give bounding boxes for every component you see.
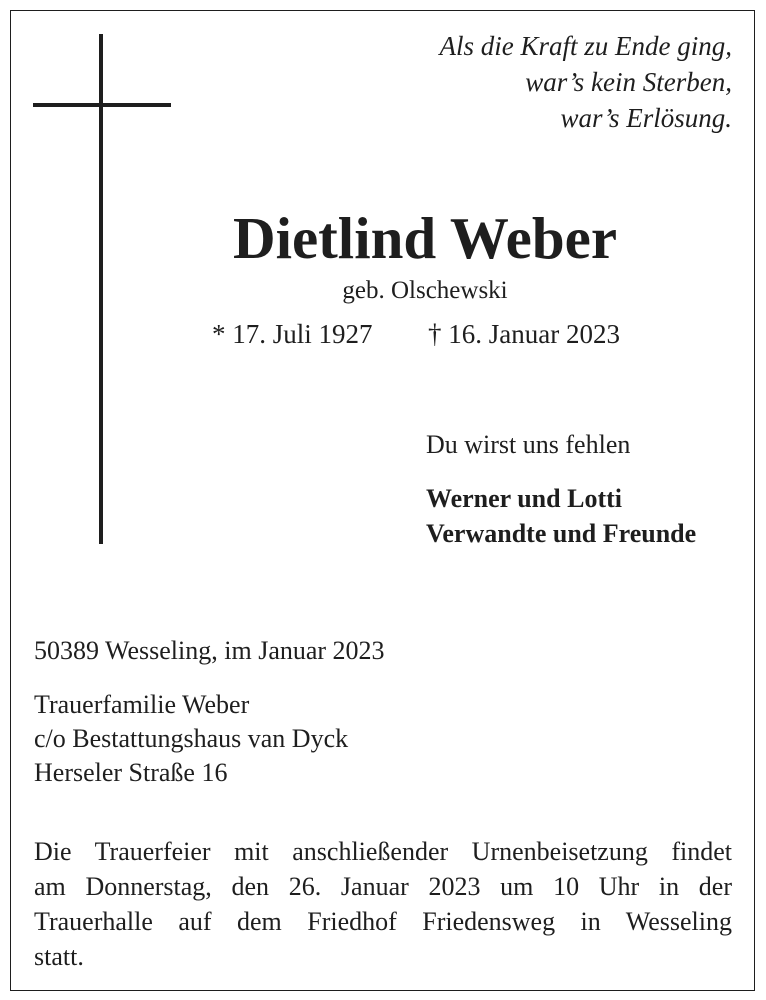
maiden-name: geb. Olschewski bbox=[342, 277, 508, 304]
address-line: Trauerfamilie Weber bbox=[34, 690, 250, 719]
poem-line: war’s kein Sterben, bbox=[525, 67, 732, 97]
ceremony-line: Trauerhalle auf dem Friedhof Friedensweg in Wesseling bbox=[34, 907, 732, 936]
address-line: Herseler Straße 16 bbox=[34, 758, 228, 787]
cross-icon-horizontal bbox=[33, 103, 171, 107]
address-line: c/o Bestattungshaus van Dyck bbox=[34, 724, 349, 753]
deceased-name: Dietlind Weber bbox=[232, 205, 618, 271]
contact-address bbox=[34, 688, 348, 790]
poem-line: Als die Kraft zu Ende ging, bbox=[439, 31, 732, 61]
birth-date: * 17. Juli 1927 bbox=[212, 319, 373, 349]
farewell-message: Du wirst uns fehlen bbox=[426, 430, 631, 459]
ceremony-line: statt. bbox=[34, 942, 84, 971]
ceremony-notice bbox=[34, 834, 732, 974]
ceremony-line: Die Trauerfeier mit anschließender Urnenbeisetzung findet bbox=[34, 837, 732, 866]
mourner-line: Werner und Lotti bbox=[426, 484, 622, 513]
mourner-line: Verwandte und Freunde bbox=[426, 519, 697, 548]
place-date: 50389 Wesseling, im Januar 2023 bbox=[34, 636, 385, 665]
poem bbox=[440, 28, 733, 136]
poem-line: war’s Erlösung. bbox=[560, 103, 732, 133]
ceremony-line: am Donnerstag, den 26. Januar 2023 um 10 Uhr in der bbox=[34, 872, 732, 901]
death-date: † 16. Januar 2023 bbox=[428, 319, 620, 349]
mourners bbox=[426, 481, 696, 551]
